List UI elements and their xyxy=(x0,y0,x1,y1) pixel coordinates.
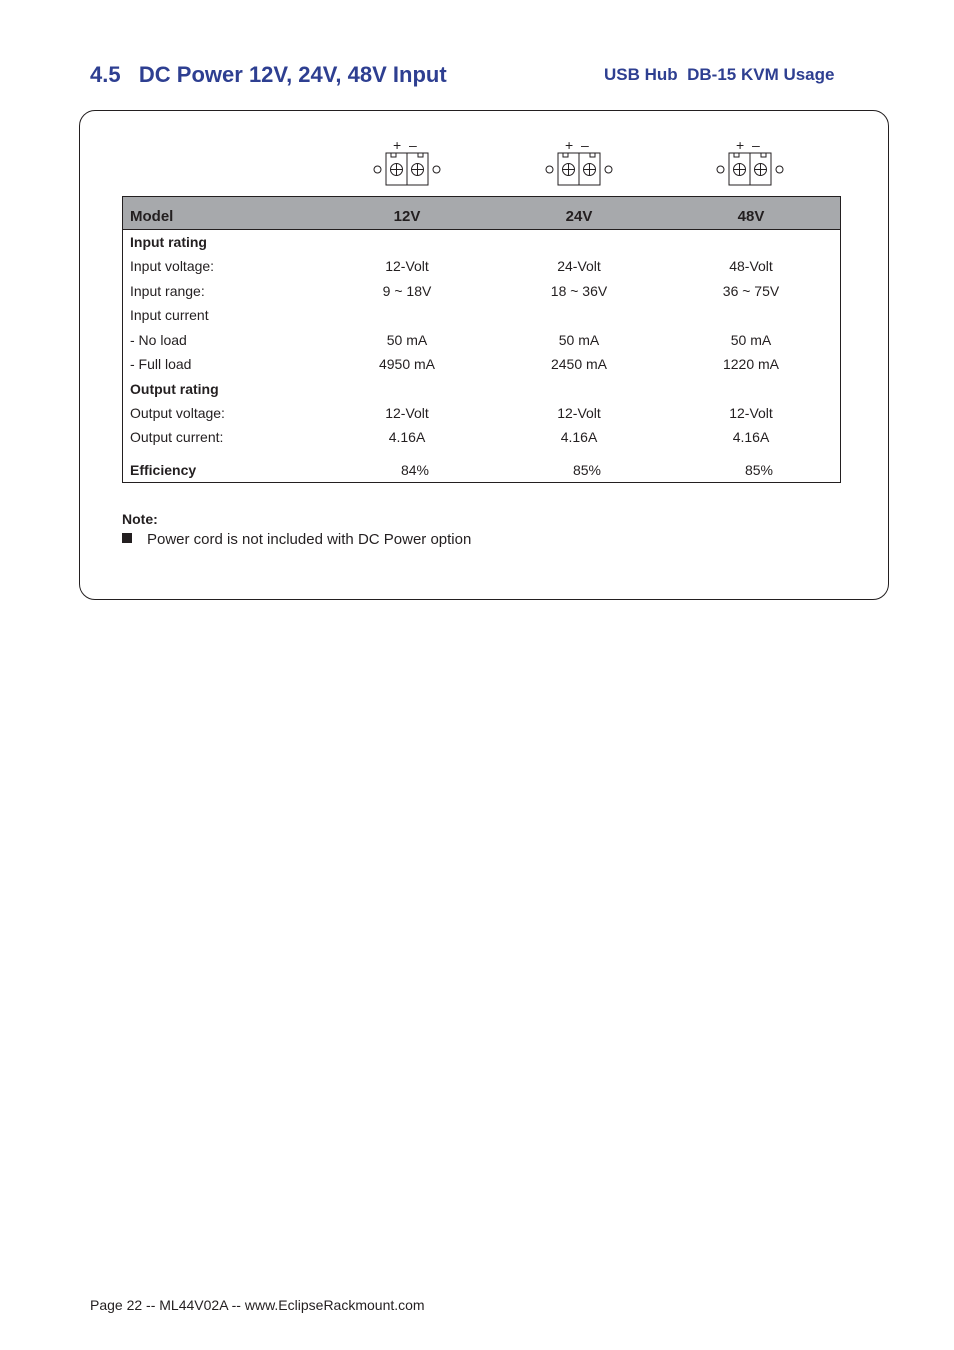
row-label-input-voltage: Input voltage: xyxy=(130,258,215,274)
plus-label: + xyxy=(565,137,574,153)
spec-table xyxy=(122,196,841,483)
minus-label: – xyxy=(752,137,760,153)
row-label-input-rating: Input rating xyxy=(130,234,207,250)
row-label-full-load: - Full load xyxy=(130,356,192,372)
table-cell: 4.16A xyxy=(732,429,770,445)
minus-label: – xyxy=(409,137,417,153)
row-label-output-rating: Output rating xyxy=(130,381,219,397)
row-label-efficiency: Efficiency xyxy=(130,462,197,478)
table-cell: 85% xyxy=(744,462,774,478)
table-cell: 24-Volt xyxy=(557,258,601,274)
table-cell: 1220 mA xyxy=(722,356,780,372)
table-cell: 48-Volt xyxy=(729,258,773,274)
page-subtitle: USB Hub DB-15 KVM Usage xyxy=(604,65,835,84)
table-cell: 12-Volt xyxy=(557,405,601,421)
page-footer: Page 22 -- ML44V02A -- www.EclipseRackmount.com xyxy=(90,1297,425,1313)
minus-label: – xyxy=(581,137,589,153)
table-cell: 50 mA xyxy=(730,332,772,348)
header-model: Model xyxy=(130,208,174,225)
table-cell: 84% xyxy=(400,462,430,478)
note-item-text: Power cord is not included with DC Power option xyxy=(147,531,472,548)
header-48v: 48V xyxy=(737,208,765,225)
plus-label: + xyxy=(393,137,402,153)
table-cell: 85% xyxy=(572,462,602,478)
section-title: 4.5 DC Power 12V, 24V, 48V Input xyxy=(90,62,447,87)
row-label-input-range: Input range: xyxy=(130,283,205,299)
header-12v: 12V xyxy=(393,208,421,225)
table-cell: 50 mA xyxy=(386,332,428,348)
connector-diagram-24v xyxy=(545,137,615,190)
row-label-output-voltage: Output voltage: xyxy=(130,405,225,421)
note-item xyxy=(122,531,471,548)
header-24v: 24V xyxy=(565,208,593,225)
row-label-input-current: Input current xyxy=(130,307,209,323)
table-cell: 4950 mA xyxy=(378,356,436,372)
connector-diagram-48v xyxy=(716,137,786,190)
table-cell: 12-Volt xyxy=(729,405,773,421)
square-bullet-icon xyxy=(122,533,132,543)
table-cell: 4.16A xyxy=(388,429,426,445)
table-cell: 12-Volt xyxy=(385,258,429,274)
note-title: Note: xyxy=(122,511,158,527)
row-label-no-load: - No load xyxy=(130,332,187,348)
table-cell: 50 mA xyxy=(558,332,600,348)
connector-diagram-12v xyxy=(373,137,443,190)
table-cell: 12-Volt xyxy=(385,405,429,421)
table-cell: 2450 mA xyxy=(550,356,608,372)
table-cell: 9 ~ 18V xyxy=(382,283,432,299)
table-cell: 18 ~ 36V xyxy=(550,283,608,299)
table-header xyxy=(123,197,840,230)
plus-label: + xyxy=(736,137,745,153)
row-label-output-current: Output current: xyxy=(130,429,224,445)
table-cell: 4.16A xyxy=(560,429,598,445)
table-cell: 36 ~ 75V xyxy=(722,283,780,299)
